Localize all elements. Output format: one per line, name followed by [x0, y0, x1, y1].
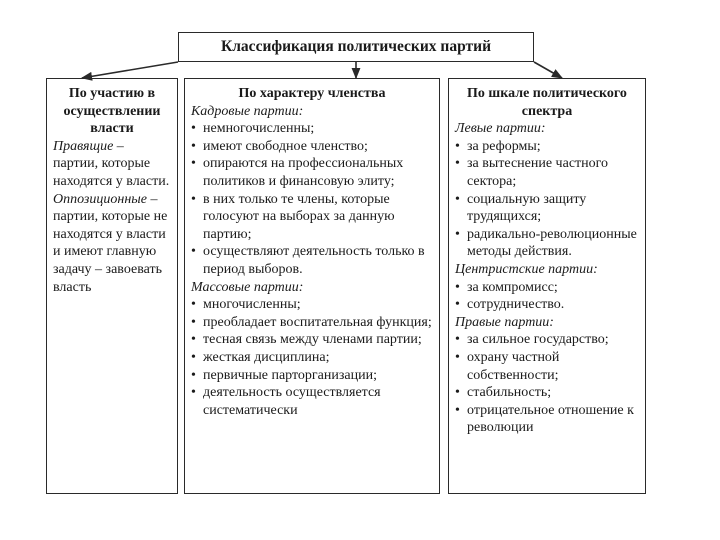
- list-item: • преобладает воспитательная функция;: [191, 314, 433, 332]
- group-ruling: [53, 138, 171, 191]
- list-item: • стабильность;: [455, 384, 639, 402]
- list-item: • немногочисленны;: [191, 120, 433, 138]
- section-subtitle: Кадровые партии:: [191, 103, 304, 119]
- group-text: – партии, которые находятся у власти.: [53, 138, 170, 189]
- group-term: Правящие: [53, 138, 114, 154]
- column-by-membership: [184, 78, 440, 494]
- list: [455, 138, 639, 261]
- list-item: • за сильное государство;: [455, 331, 639, 349]
- list: [191, 296, 433, 419]
- list-item: • жесткая дисциплина;: [191, 349, 433, 367]
- list-item: • в них только те члены, которые голосуют на выборах за данную партию;: [191, 191, 433, 244]
- group-term: Оппозиционные: [53, 191, 147, 207]
- list-item: • охрану частной собственности;: [455, 349, 639, 384]
- column-heading: По характеру членства: [238, 86, 386, 101]
- list: [455, 331, 639, 437]
- arrow-right: [534, 62, 562, 78]
- list-item: • многочисленны;: [191, 296, 433, 314]
- list-item: • за вытеснение частного сектора;: [455, 155, 639, 190]
- list-item: • тесная связь между членами партии;: [191, 331, 433, 349]
- list-item: • социальную защиту трудящихся;: [455, 191, 639, 226]
- list: [455, 279, 639, 314]
- group-text: – партии, которые не находятся у власти и имеют главную задачу – завоевать власть: [53, 191, 168, 295]
- list-item: • деятельность осуществляется систематически: [191, 384, 433, 419]
- list: [191, 120, 433, 278]
- list-item: • опираются на профессиональных политиков и финансовую элиту;: [191, 155, 433, 190]
- section-subtitle: Массовые партии:: [191, 279, 304, 295]
- arrow-left: [82, 62, 178, 78]
- column-heading: По шкале политического спектра: [467, 86, 627, 119]
- column-by-participation: [46, 78, 178, 494]
- list-item: • сотрудничество.: [455, 296, 639, 314]
- list-item: • первичные парторганизации;: [191, 367, 433, 385]
- list-item: • за реформы;: [455, 138, 639, 156]
- column-by-spectrum: [448, 78, 646, 494]
- section-subtitle: Правые партии:: [455, 314, 554, 330]
- diagram-title: Классификация политических партий: [178, 32, 534, 62]
- list-item: • отрицательное отношение к революции: [455, 402, 639, 437]
- list-item: • за компромисс;: [455, 279, 639, 297]
- section-subtitle: Левые партии:: [455, 121, 546, 137]
- list-item: • имеют свободное членство;: [191, 138, 433, 156]
- list-item: • осуществляют деятельность только в период выборов.: [191, 243, 433, 278]
- section-subtitle: Центристские партии:: [455, 261, 598, 277]
- list-item: • радикально-революционные методы действия.: [455, 226, 639, 261]
- column-heading: По участию в осуществлении власти: [63, 86, 161, 137]
- group-opposition: [53, 191, 171, 297]
